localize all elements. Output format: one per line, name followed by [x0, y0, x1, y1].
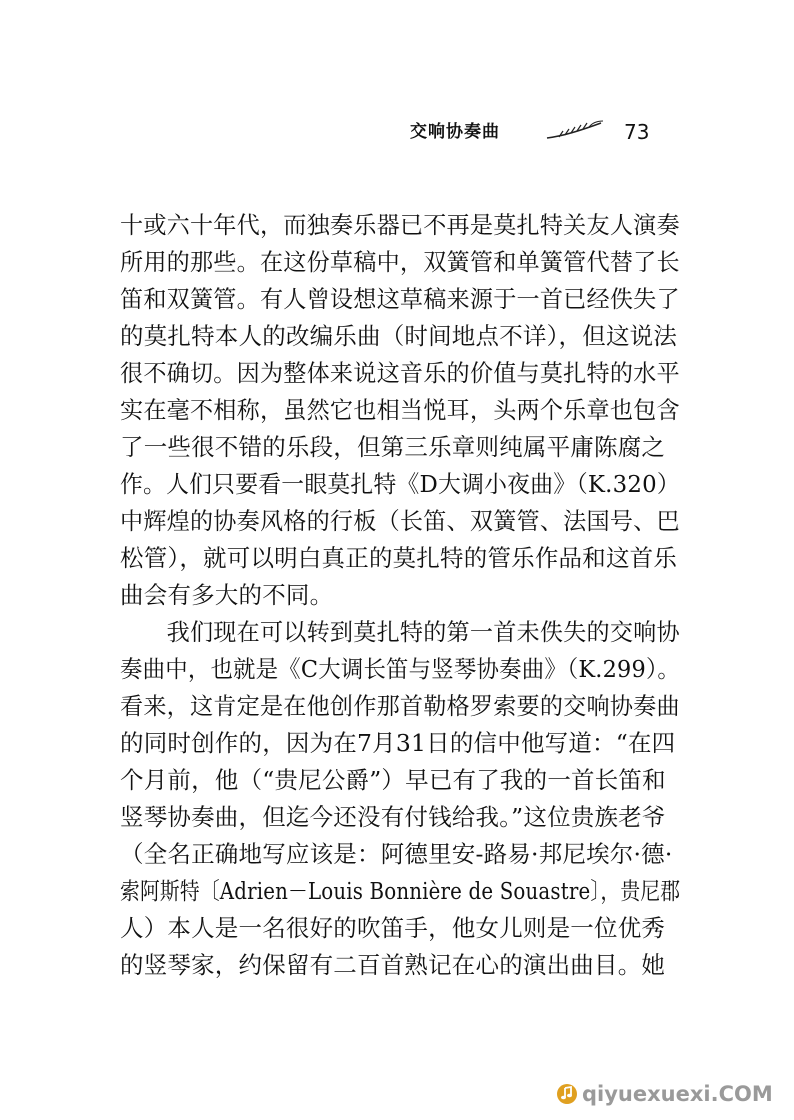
text-line: 中辉煌的协奏风格的行板（长笛、双簧管、法国号、巴: [120, 507, 680, 535]
text-line: 曲会有多大的不同。: [120, 581, 334, 609]
text-line: 实在毫不相称，虽然它也相当悦耳，头两个乐章也包含: [120, 396, 680, 424]
site-watermark: [556, 1079, 786, 1109]
text-line: 索阿斯特〔Adrien－Louis Bonnière de Souastre〕，贵尼郡: [120, 877, 681, 905]
text-line: 竖琴协奏曲，但迄今还没有付钱给我。”这位贵族老爷: [120, 803, 666, 831]
text-line: 的莫扎特本人的改编乐曲（时间地点不详），但这说法: [120, 322, 678, 350]
text-line: 了一些很不错的乐段，但第三乐章则纯属平庸陈腐之: [120, 433, 666, 461]
text-line: 个月前，他（“贵尼公爵”）早已有了我的一首长笛和: [120, 766, 666, 794]
text-line: 看来，这肯定是在他创作那首勒格罗索要的交响协奏曲: [120, 692, 680, 720]
text-line: 的同时创作的，因为在7月31日的信中他写道：“在四: [120, 729, 676, 757]
text-line: 笛和双簧管。有人曾设想这草稿来源于一首已经佚失了: [120, 285, 680, 313]
text-line: 奏曲中，也就是《C大调长笛与竖琴协奏曲》（K.299）。: [120, 655, 680, 683]
text-line: 我们现在可以转到莫扎特的第一首未佚失的交响协: [120, 618, 680, 646]
watermark-text: qiyuexuexi.COM: [582, 1082, 773, 1106]
text-line: 的竖琴家，约保留有二百首熟记在心的演出曲目。她: [120, 951, 666, 979]
text-line: （全名正确地写应该是：阿德里安-路易·邦尼埃尔·德·: [120, 840, 673, 868]
text-line: 松管），就可以明白真正的莫扎特的管乐作品和这首乐: [120, 544, 678, 572]
text-line: 很不确切。因为整体来说这音乐的价值与莫扎特的水平: [120, 359, 680, 387]
text-line: 作。人们只要看一眼莫扎特《D大调小夜曲》（K.320）: [120, 470, 680, 498]
page-number: 73: [624, 120, 650, 144]
chapter-title: 交响协奏曲: [410, 122, 500, 142]
text-line: 所用的那些。在这份草稿中，双簧管和单簧管代替了长: [120, 248, 680, 276]
music-note-icon: [556, 1083, 578, 1105]
text-line: 十或六十年代，而独奏乐器已不再是莫扎特关友人演奏: [120, 211, 680, 239]
text-line: 人）本人是一名很好的吹笛手，他女儿则是一位优秀: [120, 914, 666, 942]
